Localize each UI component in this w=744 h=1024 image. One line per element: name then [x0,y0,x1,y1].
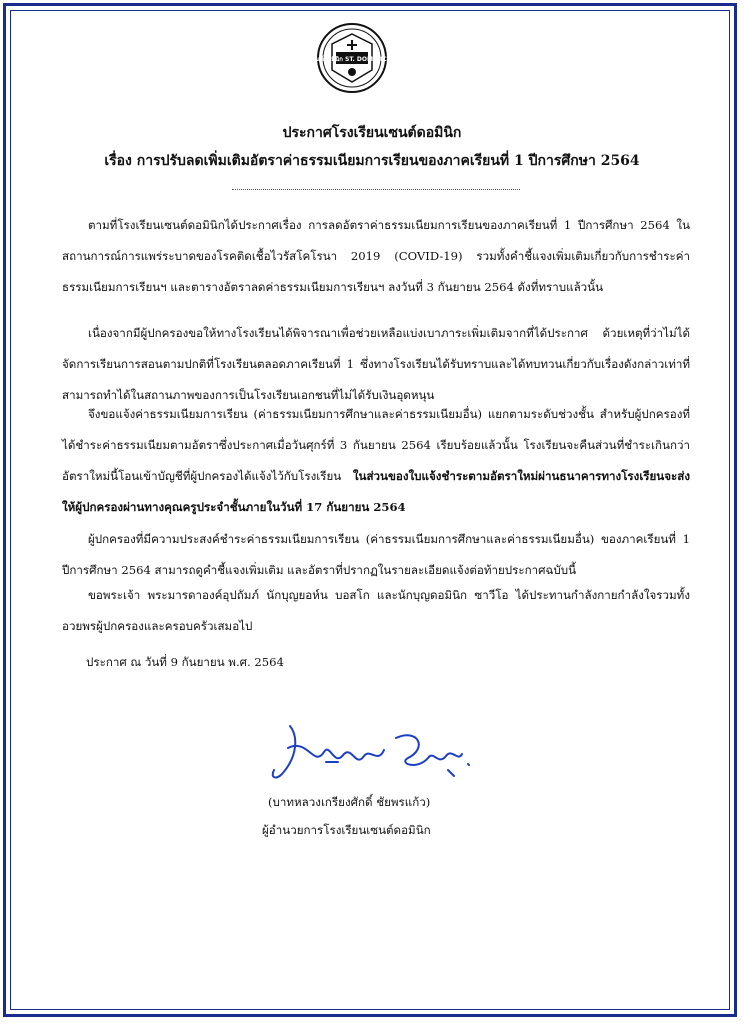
logo-caption: โรงเรียนเซนต์ดอมินิก ST. DOMINIC SCHOOL [287,56,417,63]
signer-name: (บาทหลวงเกรียงศักดิ์ ชัยพรแก้ว) [268,795,431,809]
school-logo [287,22,417,94]
subject-line: เรื่อง การปรับลดเพิ่มเติมอัตราค่าธรรมเนียมการเรียนของภาคเรียนที่ 1 ปีการศึกษา 2564 [104,153,640,169]
paragraph-2 [62,318,690,411]
page-title: ประกาศโรงเรียนเซนต์ดอมินิก [282,125,462,141]
paragraph-4-text: ผู้ปกครองที่มีความประสงค์ชำระค่าธรรมเนียมการเรียน (ค่าธรรมเนียมการศึกษาและค่าธรรมเนียมอื่น) ของภาคเรียนที่ 1 ปีการศึกษา 2564 สามารถดูคำชี้แจงเพิ่มเติม และอัตราที่ปรากฏในรายละเอียดแจ้งต่อท้ายประกาศฉบับนี้ [62,532,690,577]
signer-position: ผู้อำนวยการโรงเรียนเซนต์ดอมินิก [262,823,431,837]
paragraph-1-text: ตามที่โรงเรียนเซนต์ดอมินิกได้ประกาศเรื่อง การลดอัตราค่าธรรมเนียมการเรียนของภาคเรียนที่ 1 ปีการศึกษา 2564 ในสถานการณ์การแพร่ระบาดของโรคติดเชื้อไวรัสโคโรนา 2019 (COVID-19) รวมทั้งคำชี้แจงเพิ่มเติมเกี่ยวกับการชำระค่าธรรมเนียมการเรียนฯ และตารางอัตราลดค่าธรรมเนียมการเรียนฯ ลงวันที่ 3 กันยายน 2564 ดังที่ทราบแล้วนั้น [62,218,690,294]
paragraph-3-text: จึงขอแจ้งค่าธรรมเนียมการเรียน (ค่าธรรมเนียมการศึกษาและค่าธรรมเนียมอื่น) แยกตามระดับช่วงชั้น สำหรับผู้ปกครองที่ได้ชำระค่าธรรมเนียมตามอัตราซึ่งประกาศเมื่อวันศุกร์ที่ 3 กันยายน 2564 เรียบร้อยแล้วนั้น โรงเรียนจะคืนส่วนที่ชำระเกินกว่าอัตราใหม่นี้โอนเข้าบัญชีที่ผู้ปกครองได้แจ้งไว้กับโรงเรียน [62,407,690,483]
paragraph-2-text: เนื่องจากมีผู้ปกครองขอให้ทางโรงเรียนได้พิจารณาเพื่อช่วยเหลือแบ่งเบาภาระเพิ่มเติมจากที่ได้ประกาศ ด้วยเหตุที่ว่าไม่ได้จัดการเรียนการสอนตามปกติที่โรงเรียนตลอดภาคเรียนที่ 1 ซึ่งทางโรงเรียนได้รับทราบและได้ทบทวนเกี่ยวกับเรื่องดังกล่าวเท่าที่สามารถทำได้ในสถานภาพของการเป็นโรงเรียนเอกชนที่ไม่ได้รับเงินอุดหนุน [62,326,690,402]
paragraph-5-text: ขอพระเจ้า พระมารดาองค์อุปถัมภ์ นักบุญยอห์น บอสโก และนักบุญดอมินิก ซาวีโอ ได้ประทานกำลังกายกำลังใจรวมทั้งอวยพรผู้ปกครองและครอบครัวเสมอไป [62,588,690,633]
paragraph-4 [62,524,690,586]
paragraph-3-bold-text: ในส่วนของใบแจ้งชำระตามอัตราใหม่ผ่านธนาคารทางโรงเรียนจะส่งให้ผู้ปกครองผ่านทางคุณครูประจำชั้นภายในวันที่ 17 กันยายน 2564 [62,469,690,514]
dotted-divider [232,189,520,190]
paragraph-3 [62,399,690,523]
paragraph-5 [62,580,690,642]
announcement-date: ประกาศ ณ วันที่ 9 กันยายน พ.ศ. 2564 [86,655,284,669]
signature [268,718,478,788]
paragraph-1 [62,210,690,303]
